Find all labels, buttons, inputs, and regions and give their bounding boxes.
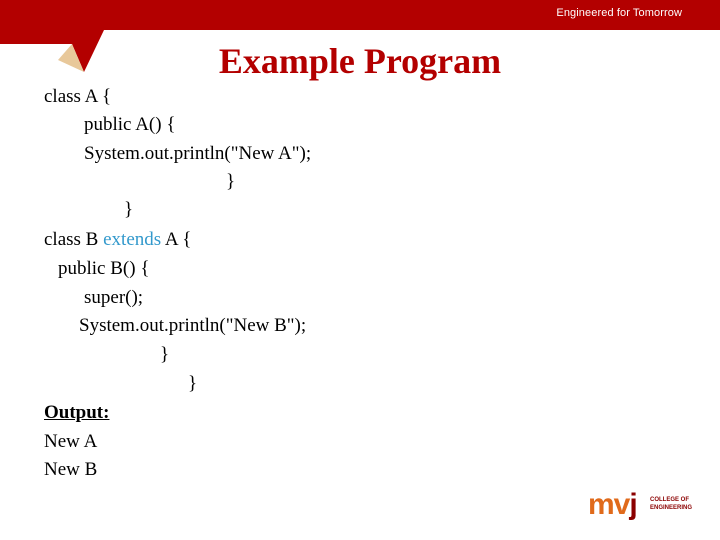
code-line: super(); xyxy=(84,287,144,308)
slide-title: Example Program xyxy=(218,41,502,81)
output-label: Output: xyxy=(44,402,110,423)
code-line: } xyxy=(160,344,170,365)
code-line: class B extends A { xyxy=(44,229,192,250)
output-line: New B xyxy=(44,459,98,480)
header-tagline: Engineered for Tomorrow xyxy=(556,7,682,19)
header-bar xyxy=(0,0,720,30)
code-line: public A() { xyxy=(84,114,176,135)
college-logo xyxy=(588,490,703,530)
logo-lettering: ENGINEERING xyxy=(650,505,693,511)
code-line: } xyxy=(124,199,134,220)
logo-wordmark: mvj xyxy=(588,488,637,521)
code-line: System.out.println("New B"); xyxy=(79,315,307,336)
logo-lettering: COLLEGE OF xyxy=(650,497,689,503)
code-line: System.out.println("New A"); xyxy=(84,143,312,164)
output-line: New A xyxy=(44,431,98,452)
code-line: } xyxy=(226,171,236,192)
code-line: class A { xyxy=(44,86,112,107)
code-line: } xyxy=(188,373,198,394)
extends-keyword: extends xyxy=(103,229,162,250)
code-line: public B() { xyxy=(58,258,150,279)
